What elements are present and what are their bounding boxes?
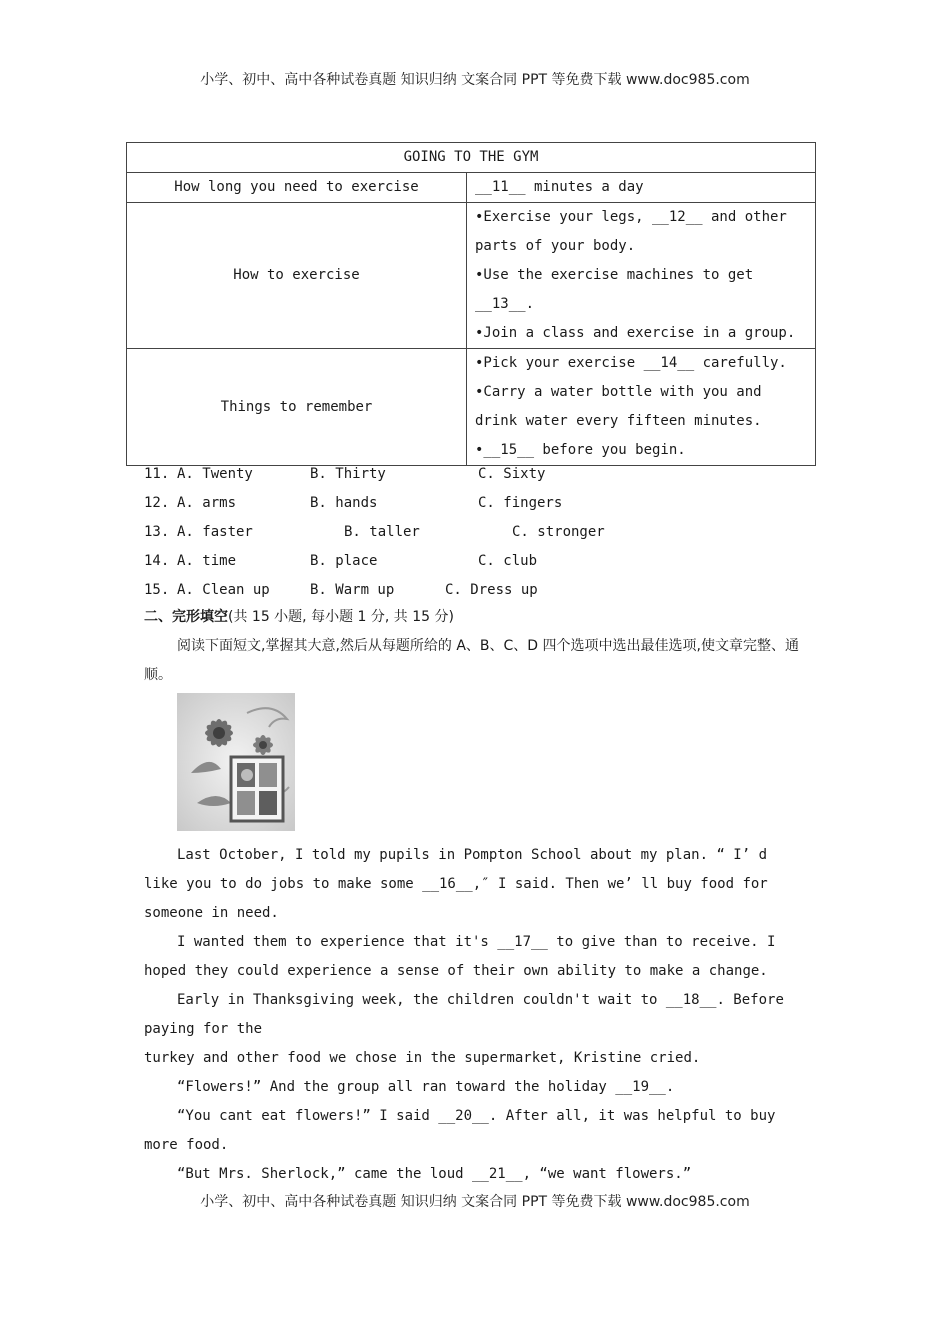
section-heading [144, 603, 454, 632]
section-note: (共 15 小题, 每小题 1 分, 共 15 分) [228, 609, 454, 625]
option-c: C. Dress up [445, 582, 538, 598]
passage-paragraph: Early in Thanksgiving week, the children couldn't wait to __18__. Before paying for the [144, 992, 784, 1037]
passage-paragraph: Last October, I told my pupils in Pompton School about my plan. “ I’ d like you to do jobs to make some __16__,″ I said. Then we’ ll buy food for someone in need. [144, 847, 768, 921]
row-item: •Carry a water bottle with you and drink water every fifteen minutes. [475, 384, 762, 429]
row-content [467, 173, 816, 203]
passage-paragraph: I wanted them to experience that it's __17__ to give than to receive. I hoped they could experience a sense of their own ability to make a change. [144, 934, 776, 979]
flower-illustration-icon [177, 693, 295, 831]
table-row [127, 349, 816, 466]
passage-paragraph: “You cant eat flowers!” I said __20__. After all, it was helpful to buy more food. [144, 1108, 776, 1153]
option-a: A. Clean up [177, 582, 270, 598]
option-c: C. club [478, 553, 538, 569]
row-label: How long you need to exercise [127, 173, 467, 203]
option-b: B. taller [344, 524, 420, 540]
cloze-passage [144, 841, 804, 1189]
question-number: 13. [144, 524, 170, 540]
page-header: 小学、初中、高中各种试卷真题 知识归纳 文案合同 PPT 等免费下载 www.doc985.com [200, 72, 750, 88]
option-b: B. Warm up [310, 582, 395, 598]
passage-paragraph: turkey and other food we chose in the supermarket, Kristine cried. [144, 1050, 701, 1066]
option-c: C. Sixty [478, 466, 546, 482]
row-label: Things to remember [127, 349, 467, 466]
passage-paragraph: “Flowers!” And the group all ran toward the holiday __19__. [177, 1079, 675, 1095]
gym-table [126, 142, 816, 466]
row-item: •Join a class and exercise in a group. [475, 325, 796, 341]
row-item: •__15__ before you begin. [475, 442, 686, 458]
row-item: •Exercise your legs, __12__ and other parts of your body. [475, 209, 787, 254]
option-a: A. arms [177, 495, 237, 511]
passage-paragraph: “But Mrs. Sherlock,” came the loud __21__, “we want flowers.” [177, 1166, 692, 1182]
question-number: 14. [144, 553, 170, 569]
row-content [467, 349, 816, 466]
table-row [127, 173, 816, 203]
table-row [127, 203, 816, 349]
section-instruction: 阅读下面短文,掌握其大意,然后从每题所给的 A、B、C、D 四个选项中选出最佳选项,使文章完整、通顺。 [144, 638, 799, 683]
question-number: 11. [144, 466, 170, 482]
option-b: B. hands [310, 495, 378, 511]
flower-picture [177, 693, 295, 831]
row-item: __11__ minutes a day [475, 179, 644, 195]
option-b: B. Thirty [310, 466, 386, 482]
option-b: B. place [310, 553, 378, 569]
row-item: •Use the exercise machines to get __13__. [475, 267, 754, 312]
row-label: How to exercise [127, 203, 467, 349]
option-c: C. fingers [478, 495, 563, 511]
question-number: 15. [144, 582, 170, 598]
row-content [467, 203, 816, 349]
table-title: GOING TO THE GYM [127, 143, 816, 173]
option-a: A. time [177, 553, 237, 569]
row-item: •Pick your exercise __14__ carefully. [475, 355, 787, 371]
question-number: 12. [144, 495, 170, 511]
option-c: C. stronger [512, 524, 605, 540]
option-a: A. Twenty [177, 466, 253, 482]
page-footer: 小学、初中、高中各种试卷真题 知识归纳 文案合同 PPT 等免费下载 www.doc985.com [200, 1194, 750, 1210]
section-title: 二、完形填空 [144, 609, 228, 625]
option-a: A. faster [177, 524, 253, 540]
